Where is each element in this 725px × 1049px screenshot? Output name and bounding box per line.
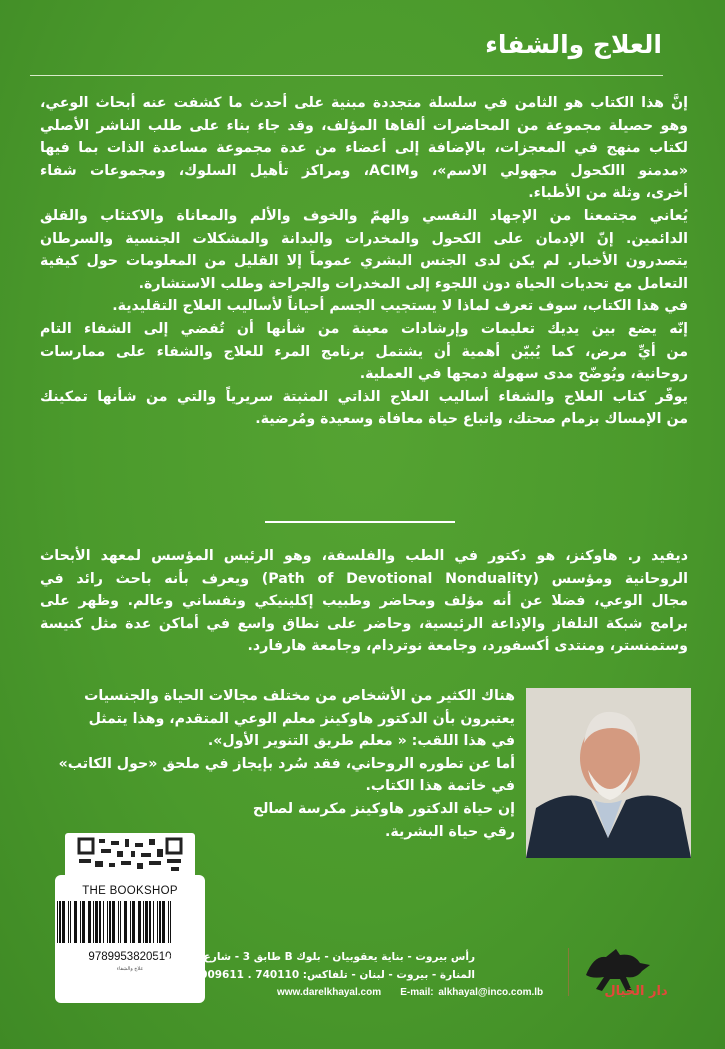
sticker-note: علاج والشفاء	[116, 966, 144, 972]
text-line: يعتبرون بأن الدكتور هاوكينز معلم الوعي المتقدم، وهذا يتمثل	[88, 710, 515, 727]
logo-text: دار الخيال	[604, 984, 668, 999]
section-divider	[265, 521, 455, 523]
barcode	[55, 901, 175, 943]
barcode-bar	[70, 901, 71, 943]
barcode-bar	[95, 901, 98, 943]
barcode-bar	[153, 901, 154, 943]
barcode-bar	[145, 901, 148, 943]
text-line: يُعاني مجتمعنا من الإجهاد النفسي والهمّ والخوف والألم والمعاناة والاكتئاب والقلق	[40, 207, 688, 224]
text-line: الروحانية ومؤسس (Path of Devotional Nonduality) ويعرف بأنه باحث رائد في	[40, 570, 688, 587]
barcode-bar	[118, 901, 119, 943]
barcode-bar	[138, 901, 141, 943]
author-photo	[526, 688, 691, 858]
barcode-bar	[149, 901, 151, 943]
barcode-bar	[159, 901, 161, 943]
text-line: من أيِّ مرض، كما يُبيّن أهمية أن يشتمل برنامج المرء للعلاج والشفاء على ممارسات	[40, 343, 688, 360]
barcode-bar	[168, 901, 169, 943]
barcode-bar	[132, 901, 135, 943]
text-line: «مدمنو االكحول مجهولي الاسم»، وACIM، ومراكز تأهيل السلوك، ومجموعات شفاء	[40, 162, 689, 179]
text-line: في خاتمة هذا الكتاب.	[365, 778, 515, 795]
bookshop-name: THE BOOKSHOP	[82, 885, 178, 897]
book-title: العلاج والشفاء	[485, 30, 662, 59]
text-line: أخرى، وثلة من الأطباء.	[528, 185, 688, 202]
text-line: يتصدرون الأخبار. لم يكن لدى الجنس البشري عموماً إلا القليل من المعلومات حول كيفية	[40, 253, 688, 270]
barcode-bar	[109, 901, 111, 943]
publisher-contact	[277, 987, 543, 998]
text-line: لكتاب منهج في المعجزات، بالإضافة إلى أعضاء من عدة مجموعة مساعدة الذات بما فيها	[40, 140, 688, 157]
text-line: إن حياة الدكتور هاوكينز مكرسة لصالح	[252, 800, 515, 817]
text-line: إنّه يضع بين يديك تعليمات وإرشادات معينة من شأنها أن تُفضي إلى الشفاء التام	[40, 320, 688, 337]
barcode-bar	[93, 901, 94, 943]
book-description	[40, 92, 688, 431]
isbn-number: 9789953820510	[88, 951, 172, 963]
barcode-bar	[99, 901, 101, 943]
barcode-bar	[57, 901, 58, 943]
text-line: مجال الوعي، فضلا عن أنه مؤلف ومحاضر وطبيب إكلينيكي ونفساني وعالم. وظهر على	[40, 593, 688, 610]
barcode-bar	[68, 901, 69, 943]
text-line: أما عن تطوره الروحاني، فقد سُرد بإيجاز في ملحق «حول الكاتب»	[58, 755, 515, 772]
text-line: في هذا اللقب: « معلم طريق التنوير الأول».	[207, 733, 515, 750]
website-link[interactable]: www.darelkhayal.com	[277, 987, 382, 998]
barcode-bar	[74, 901, 77, 943]
barcode-bar	[62, 901, 65, 943]
barcode-bar	[130, 901, 131, 943]
author-bio	[40, 545, 688, 658]
address-line-1: رأس بيروت - بناية يعقوبيان - بلوك B طابق 3 - شارع الكويت -	[156, 951, 475, 963]
barcode-bar	[103, 901, 104, 943]
barcode-bar	[82, 901, 85, 943]
barcode-bar	[107, 901, 108, 943]
email-link[interactable]: E-mail: alkhayal@inco.com.lb	[400, 987, 544, 998]
text-line: ديفيد ر. هاوكنز، هو دكتور في الطب والفلسفة، وهو الرئيس المؤسس لمعهد الأبحاث	[40, 548, 688, 564]
author-praise	[58, 685, 515, 843]
qr-code	[65, 833, 195, 878]
title-divider	[30, 75, 663, 76]
text-line: في هذا الكتاب، سوف تعرف لماذا لا يستجيب الجسم أحياناً لأساليب العلاج التقليدية.	[112, 298, 688, 315]
address-line-2: المنارة - بيروت - لبنان - تلفاكس: 740110 . 009611	[200, 969, 475, 981]
publisher-logo	[576, 945, 666, 1000]
text-line: إنَّ هذا الكتاب هو الثامن في سلسلة متجددة مبنية على أحدث ما كشفت عنه أبحاث الوعي،	[40, 95, 688, 111]
barcode-bar	[143, 901, 144, 943]
barcode-bar	[170, 901, 171, 943]
barcode-bar	[120, 901, 121, 943]
text-line: هناك الكثير من الأشخاص من مختلف مجالات الحياة والجنسيات	[84, 688, 515, 704]
text-line: من الإمساك بزمام صحتك، واتباع حياة معافاة وسعيدة ومُرضية.	[255, 411, 688, 428]
barcode-bar	[80, 901, 81, 943]
barcode-bar	[59, 901, 61, 943]
text-line: رقي حياة البشرية.	[385, 823, 515, 840]
barcode-bar	[157, 901, 158, 943]
text-line: وستمنستر، ومنتدى أكسفورد، وجامعة نوتردام، وجامعة هارفارد.	[247, 638, 688, 655]
text-line: الدائمين. إنّ الإدمان على الكحول والمخدرات والبدانة والمشكلات الجنسية والسرطان	[40, 230, 688, 247]
text-line: روحانية، ويُوضّح مدى سهولة دمجها في العملية.	[359, 366, 688, 383]
barcode-bar	[88, 901, 91, 943]
text-line: التعامل مع تحديات الحياة دون اللجوء إلى المخدرات والجراحة وطلب الاستشارة.	[138, 275, 688, 292]
barcode-bar	[112, 901, 115, 943]
barcode-bar	[162, 901, 165, 943]
text-line: وهو حصيلة مجموعة من المحاضرات ألقاها المؤلف، وقد جاء بناء على طلب الناشر الأصلي	[40, 117, 688, 134]
barcode-bar	[124, 901, 127, 943]
publisher-address	[157, 948, 475, 984]
text-line: يوفّر كتاب العلاج والشفاء أساليب العلاج الذاتي المثبتة سريرياً والتي من شأنها تمكينك	[40, 388, 688, 405]
text-line: برامج شبكة التلفاز والإذاعة الرئيسية، وحاضر على نطاق واسع في أماكن عدة مثل كنيسة	[40, 615, 688, 632]
publisher-divider	[568, 948, 569, 996]
